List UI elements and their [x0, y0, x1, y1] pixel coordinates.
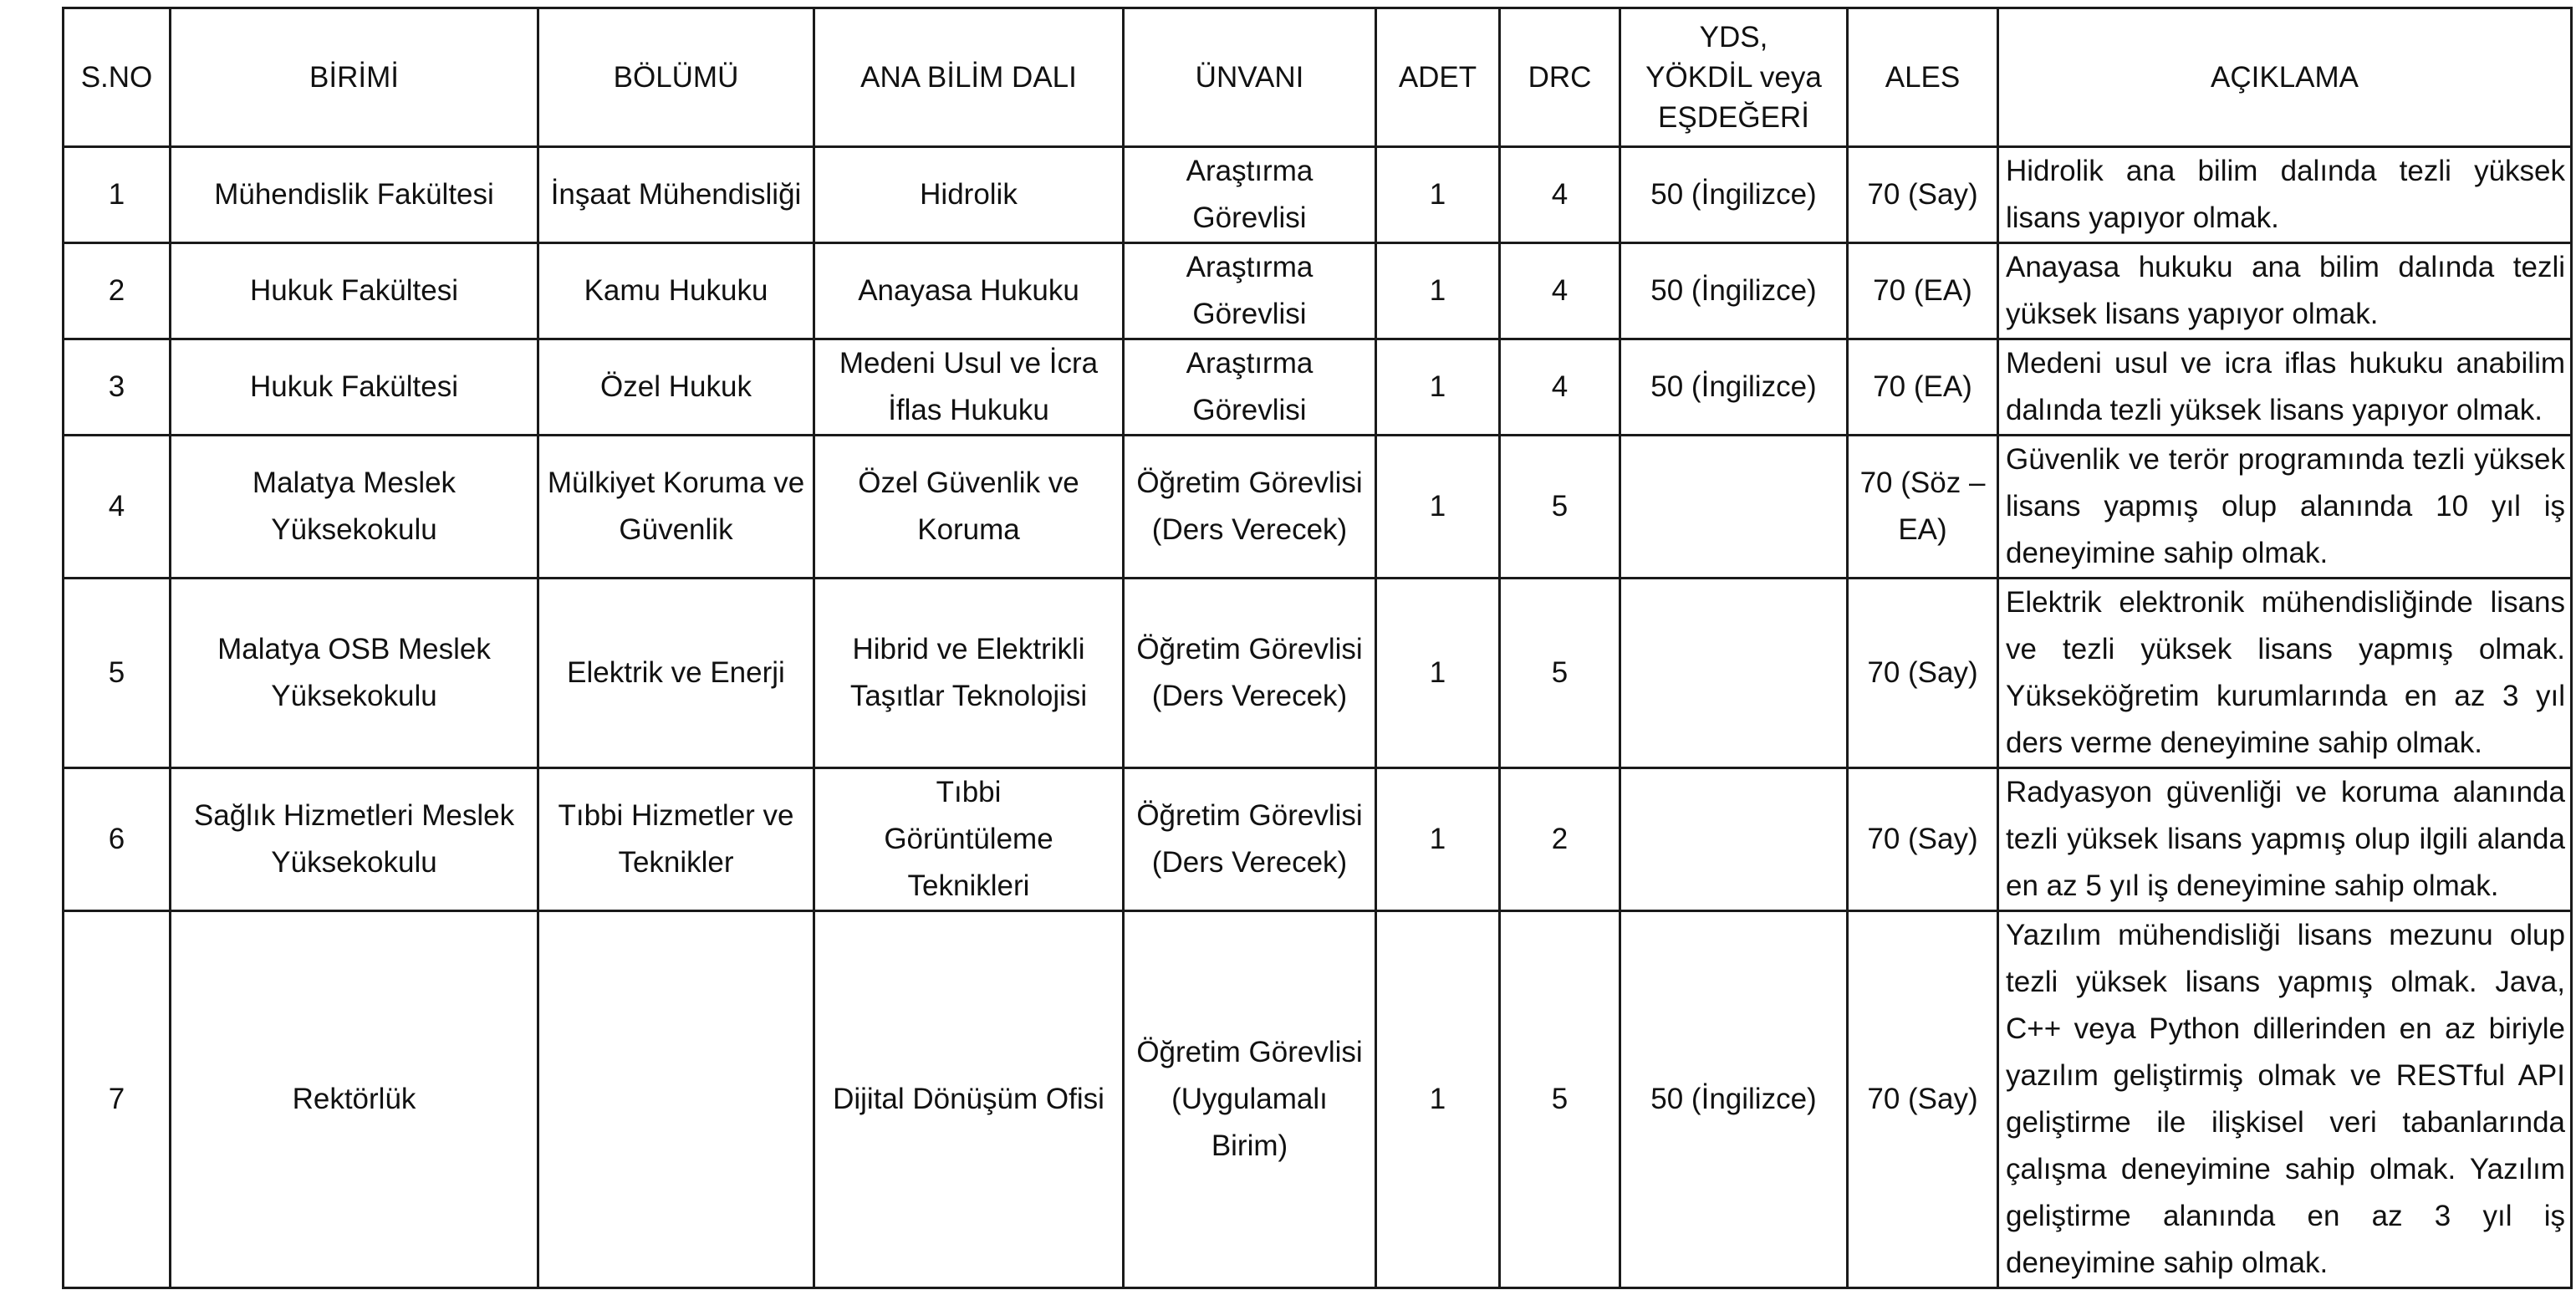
- cell-ana-bilim-dali: Anayasa Hukuku: [814, 243, 1124, 339]
- cell-adet: 1: [1376, 768, 1500, 911]
- cell-ales: 70 (EA): [1848, 243, 1998, 339]
- cell-adet: 1: [1376, 579, 1500, 768]
- cell-unvani: Araştırma Görevlisi: [1124, 243, 1376, 339]
- header-bolumu: BÖLÜMÜ: [538, 8, 814, 147]
- cell-ales: 70 (EA): [1848, 339, 1998, 436]
- cell-birimi: Rektörlük: [171, 911, 538, 1288]
- table-row: [64, 768, 2572, 911]
- cell-yds: 50 (İngilizce): [1620, 339, 1848, 436]
- table-row: [64, 147, 2572, 243]
- cell-birimi: Malatya OSB Meslek Yüksekokulu: [171, 579, 538, 768]
- cell-unvani: Öğretim Görevlisi (Ders Verecek): [1124, 579, 1376, 768]
- header-birimi: BİRİMİ: [171, 8, 538, 147]
- header-ales: ALES: [1848, 8, 1998, 147]
- cell-adet: 1: [1376, 911, 1500, 1288]
- cell-unvani: Öğretim Görevlisi (Uygulamalı Birim): [1124, 911, 1376, 1288]
- cell-yds: 50 (İngilizce): [1620, 243, 1848, 339]
- cell-birimi: Mühendislik Fakültesi: [171, 147, 538, 243]
- cell-aciklama: Yazılım mühendisliği lisans mezunu olup tezli yüksek lisans yapmış olmak. Java, C++ veya Python dillerinden en az biriyle yazılım geliştirmiş olmak ve RESTful API geliştirme ile ilişkisel veri tabanlarında çalışma deneyimine sahip olmak. Yazılım geliştirme alanında en az 3 yıl iş deneyimine sahip olmak.: [1998, 911, 2572, 1288]
- cell-bolumu: Özel Hukuk: [538, 339, 814, 436]
- table-row: [64, 436, 2572, 579]
- cell-adet: 1: [1376, 436, 1500, 579]
- cell-bolumu: İnşaat Mühendisliği: [538, 147, 814, 243]
- cell-birimi: Sağlık Hizmetleri Meslek Yüksekokulu: [171, 768, 538, 911]
- table-row: [64, 243, 2572, 339]
- cell-yds: 50 (İngilizce): [1620, 911, 1848, 1288]
- cell-drc: 4: [1500, 147, 1620, 243]
- cell-drc: 4: [1500, 339, 1620, 436]
- table-row: [64, 911, 2572, 1288]
- table-header-row: [64, 8, 2572, 147]
- cell-ales: 70 (Say): [1848, 768, 1998, 911]
- cell-birimi: Hukuk Fakültesi: [171, 339, 538, 436]
- cell-sno: 7: [64, 911, 171, 1288]
- cell-ana-bilim-dali: Hidrolik: [814, 147, 1124, 243]
- header-aciklama: AÇIKLAMA: [1998, 8, 2572, 147]
- cell-drc: 2: [1500, 768, 1620, 911]
- cell-ana-bilim-dali: Dijital Dönüşüm Ofisi: [814, 911, 1124, 1288]
- cell-drc: 5: [1500, 436, 1620, 579]
- header-ana-bilim-dali: ANA BİLİM DALI: [814, 8, 1124, 147]
- cell-birimi: Malatya Meslek Yüksekokulu: [171, 436, 538, 579]
- cell-yds: [1620, 436, 1848, 579]
- cell-sno: 2: [64, 243, 171, 339]
- cell-ales: 70 (Say): [1848, 579, 1998, 768]
- cell-sno: 6: [64, 768, 171, 911]
- table-row: [64, 339, 2572, 436]
- cell-sno: 1: [64, 147, 171, 243]
- cell-bolumu: Elektrik ve Enerji: [538, 579, 814, 768]
- cell-drc: 4: [1500, 243, 1620, 339]
- cell-aciklama: Hidrolik ana bilim dalında tezli yüksek lisans yapıyor olmak.: [1998, 147, 2572, 243]
- cell-adet: 1: [1376, 147, 1500, 243]
- cell-bolumu: [538, 911, 814, 1288]
- cell-unvani: Öğretim Görevlisi (Ders Verecek): [1124, 436, 1376, 579]
- cell-drc: 5: [1500, 579, 1620, 768]
- cell-yds: [1620, 579, 1848, 768]
- cell-ana-bilim-dali: Özel Güvenlik ve Koruma: [814, 436, 1124, 579]
- position-listing-table: [62, 7, 2573, 1289]
- cell-aciklama: Elektrik elektronik mühendisliğinde lisans ve tezli yüksek lisans yapmış olmak. Yükseköğretim kurumlarında en az 3 yıl ders verme deneyimine sahip olmak.: [1998, 579, 2572, 768]
- cell-adet: 1: [1376, 243, 1500, 339]
- cell-yds: [1620, 768, 1848, 911]
- header-adet: ADET: [1376, 8, 1500, 147]
- header-unvani: ÜNVANI: [1124, 8, 1376, 147]
- cell-ales: 70 (Say): [1848, 911, 1998, 1288]
- cell-unvani: Öğretim Görevlisi (Ders Verecek): [1124, 768, 1376, 911]
- cell-sno: 4: [64, 436, 171, 579]
- header-sno: S.NO: [64, 8, 171, 147]
- cell-aciklama: Anayasa hukuku ana bilim dalında tezli yüksek lisans yapıyor olmak.: [1998, 243, 2572, 339]
- table-row: [64, 579, 2572, 768]
- cell-bolumu: Kamu Hukuku: [538, 243, 814, 339]
- cell-sno: 5: [64, 579, 171, 768]
- cell-ales: 70 (Söz – EA): [1848, 436, 1998, 579]
- cell-ales: 70 (Say): [1848, 147, 1998, 243]
- cell-ana-bilim-dali: Hibrid ve Elektrikli Taşıtlar Teknolojisi: [814, 579, 1124, 768]
- cell-unvani: Araştırma Görevlisi: [1124, 147, 1376, 243]
- cell-yds: 50 (İngilizce): [1620, 147, 1848, 243]
- cell-aciklama: Güvenlik ve terör programında tezli yüksek lisans yapmış olup alanında 10 yıl iş deneyimine sahip olmak.: [1998, 436, 2572, 579]
- cell-sno: 3: [64, 339, 171, 436]
- cell-unvani: Araştırma Görevlisi: [1124, 339, 1376, 436]
- header-drc: DRC: [1500, 8, 1620, 147]
- cell-birimi: Hukuk Fakültesi: [171, 243, 538, 339]
- cell-ana-bilim-dali: Medeni Usul ve İcra İflas Hukuku: [814, 339, 1124, 436]
- cell-drc: 5: [1500, 911, 1620, 1288]
- cell-adet: 1: [1376, 339, 1500, 436]
- cell-aciklama: Radyasyon güvenliği ve koruma alanında tezli yüksek lisans yapmış olup ilgili alanda en az 5 yıl iş deneyimine sahip olmak.: [1998, 768, 2572, 911]
- cell-aciklama: Medeni usul ve icra iflas hukuku anabilim dalında tezli yüksek lisans yapıyor olmak.: [1998, 339, 2572, 436]
- cell-ana-bilim-dali: Tıbbi Görüntüleme Teknikleri: [814, 768, 1124, 911]
- cell-bolumu: Mülkiyet Koruma ve Güvenlik: [538, 436, 814, 579]
- header-yds: YDS, YÖKDİL veya EŞDEĞERİ: [1620, 8, 1848, 147]
- cell-bolumu: Tıbbi Hizmetler ve Teknikler: [538, 768, 814, 911]
